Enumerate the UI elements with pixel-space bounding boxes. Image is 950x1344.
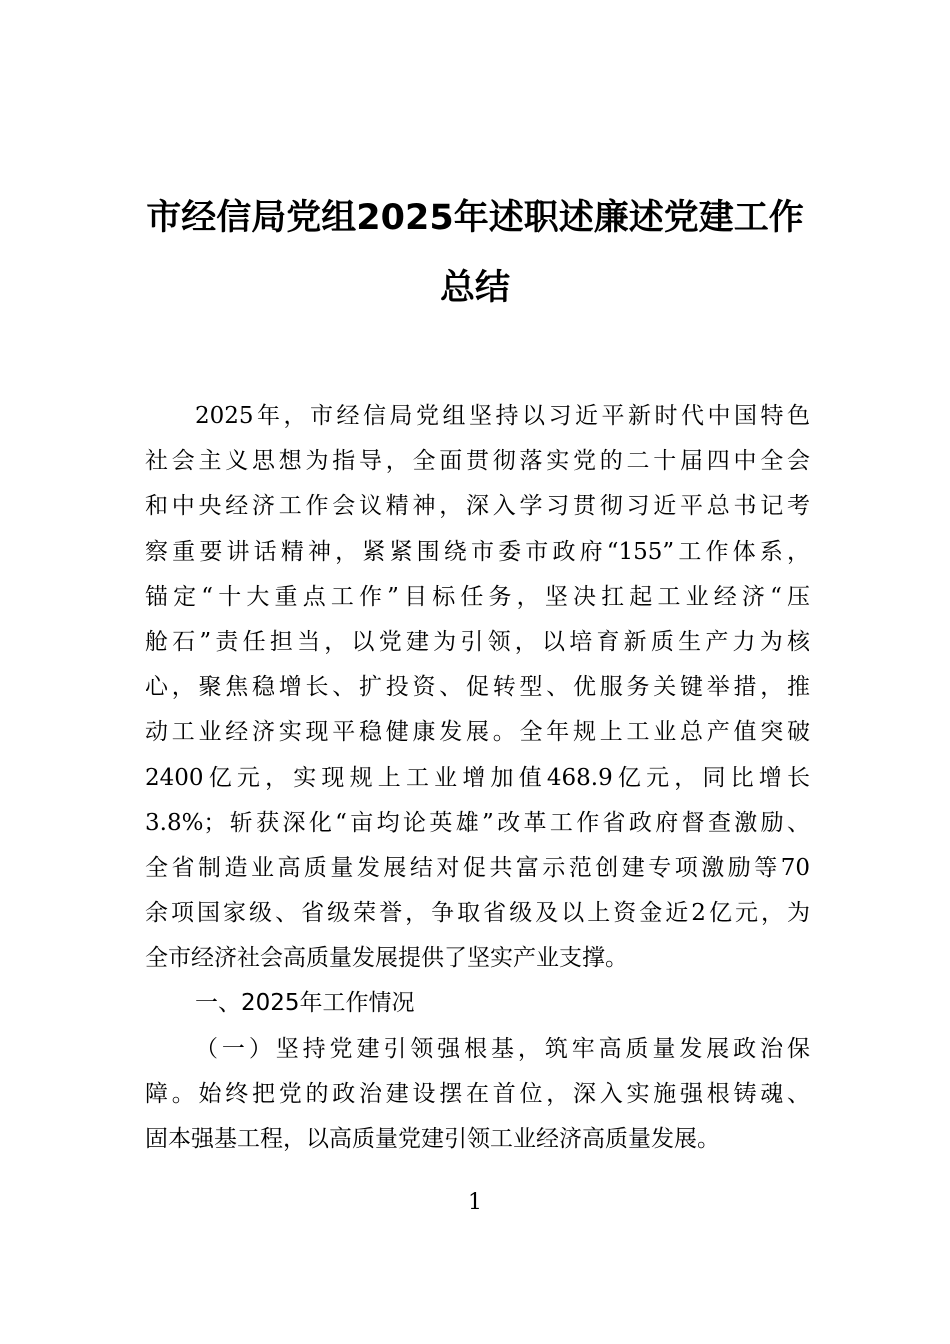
paragraph-2-line: （一）坚持党建引领强根基，筑牢高质量发展政治保 — [195, 1035, 810, 1062]
paragraph-1-line: 2025年，市经信局党组坚持以习近平新时代中国特色 — [195, 403, 810, 429]
paragraph-1-line: 和中央经济工作会议精神，深入学习贯彻习近平总书记考 — [145, 493, 810, 520]
section-heading: 一、2025年工作情况 — [195, 990, 415, 1017]
paragraph-1-line: 余项国家级、省级荣誉，争取省级及以上资金近2亿元，为 — [145, 900, 810, 927]
paragraph-1-line: 2400亿元，实现规上工业增加值468.9亿元，同比增长 — [145, 764, 810, 791]
paragraph-1-line: 社会主义思想为指导，全面贯彻落实党的二十届四中全会 — [145, 448, 810, 475]
paragraph-1-line: 全市经济社会高质量发展提供了坚实产业支撑。 — [145, 945, 628, 972]
paragraph-2-line: 障。始终把党的政治建设摆在首位，深入实施强根铸魂、 — [145, 1080, 810, 1107]
paragraph-1-line: 锚定“十大重点工作”目标任务，坚决扛起工业经济“压 — [145, 583, 810, 610]
paragraph-1-line: 动工业经济实现平稳健康发展。全年规上工业总产值突破 — [145, 719, 810, 746]
paragraph-1-line: 全省制造业高质量发展结对促共富示范创建专项激励等70 — [145, 854, 810, 881]
paragraph-2-line: 固本强基工程，以高质量党建引领工业经济高质量发展。 — [145, 1126, 720, 1152]
document-title-line-2: 总结 — [439, 268, 510, 308]
paragraph-1-line: 心，聚焦稳增长、扩投资、促转型、优服务关键举措，推 — [145, 674, 810, 701]
page-number: 1 — [468, 1190, 482, 1215]
document-body — [145, 394, 810, 1162]
document-title-line-1: 市经信局党组2025年述职述廉述党建工作 — [146, 198, 804, 238]
paragraph-1-line: 舱石”责任担当，以党建为引领，以培育新质生产力为核 — [145, 628, 810, 655]
paragraph-1-line: 3.8%；斩获深化“亩均论英雄”改革工作省政府督查激励、 — [145, 809, 810, 836]
paragraph-1-line: 察重要讲话精神，紧紧围绕市委市政府“155”工作体系， — [145, 538, 810, 565]
